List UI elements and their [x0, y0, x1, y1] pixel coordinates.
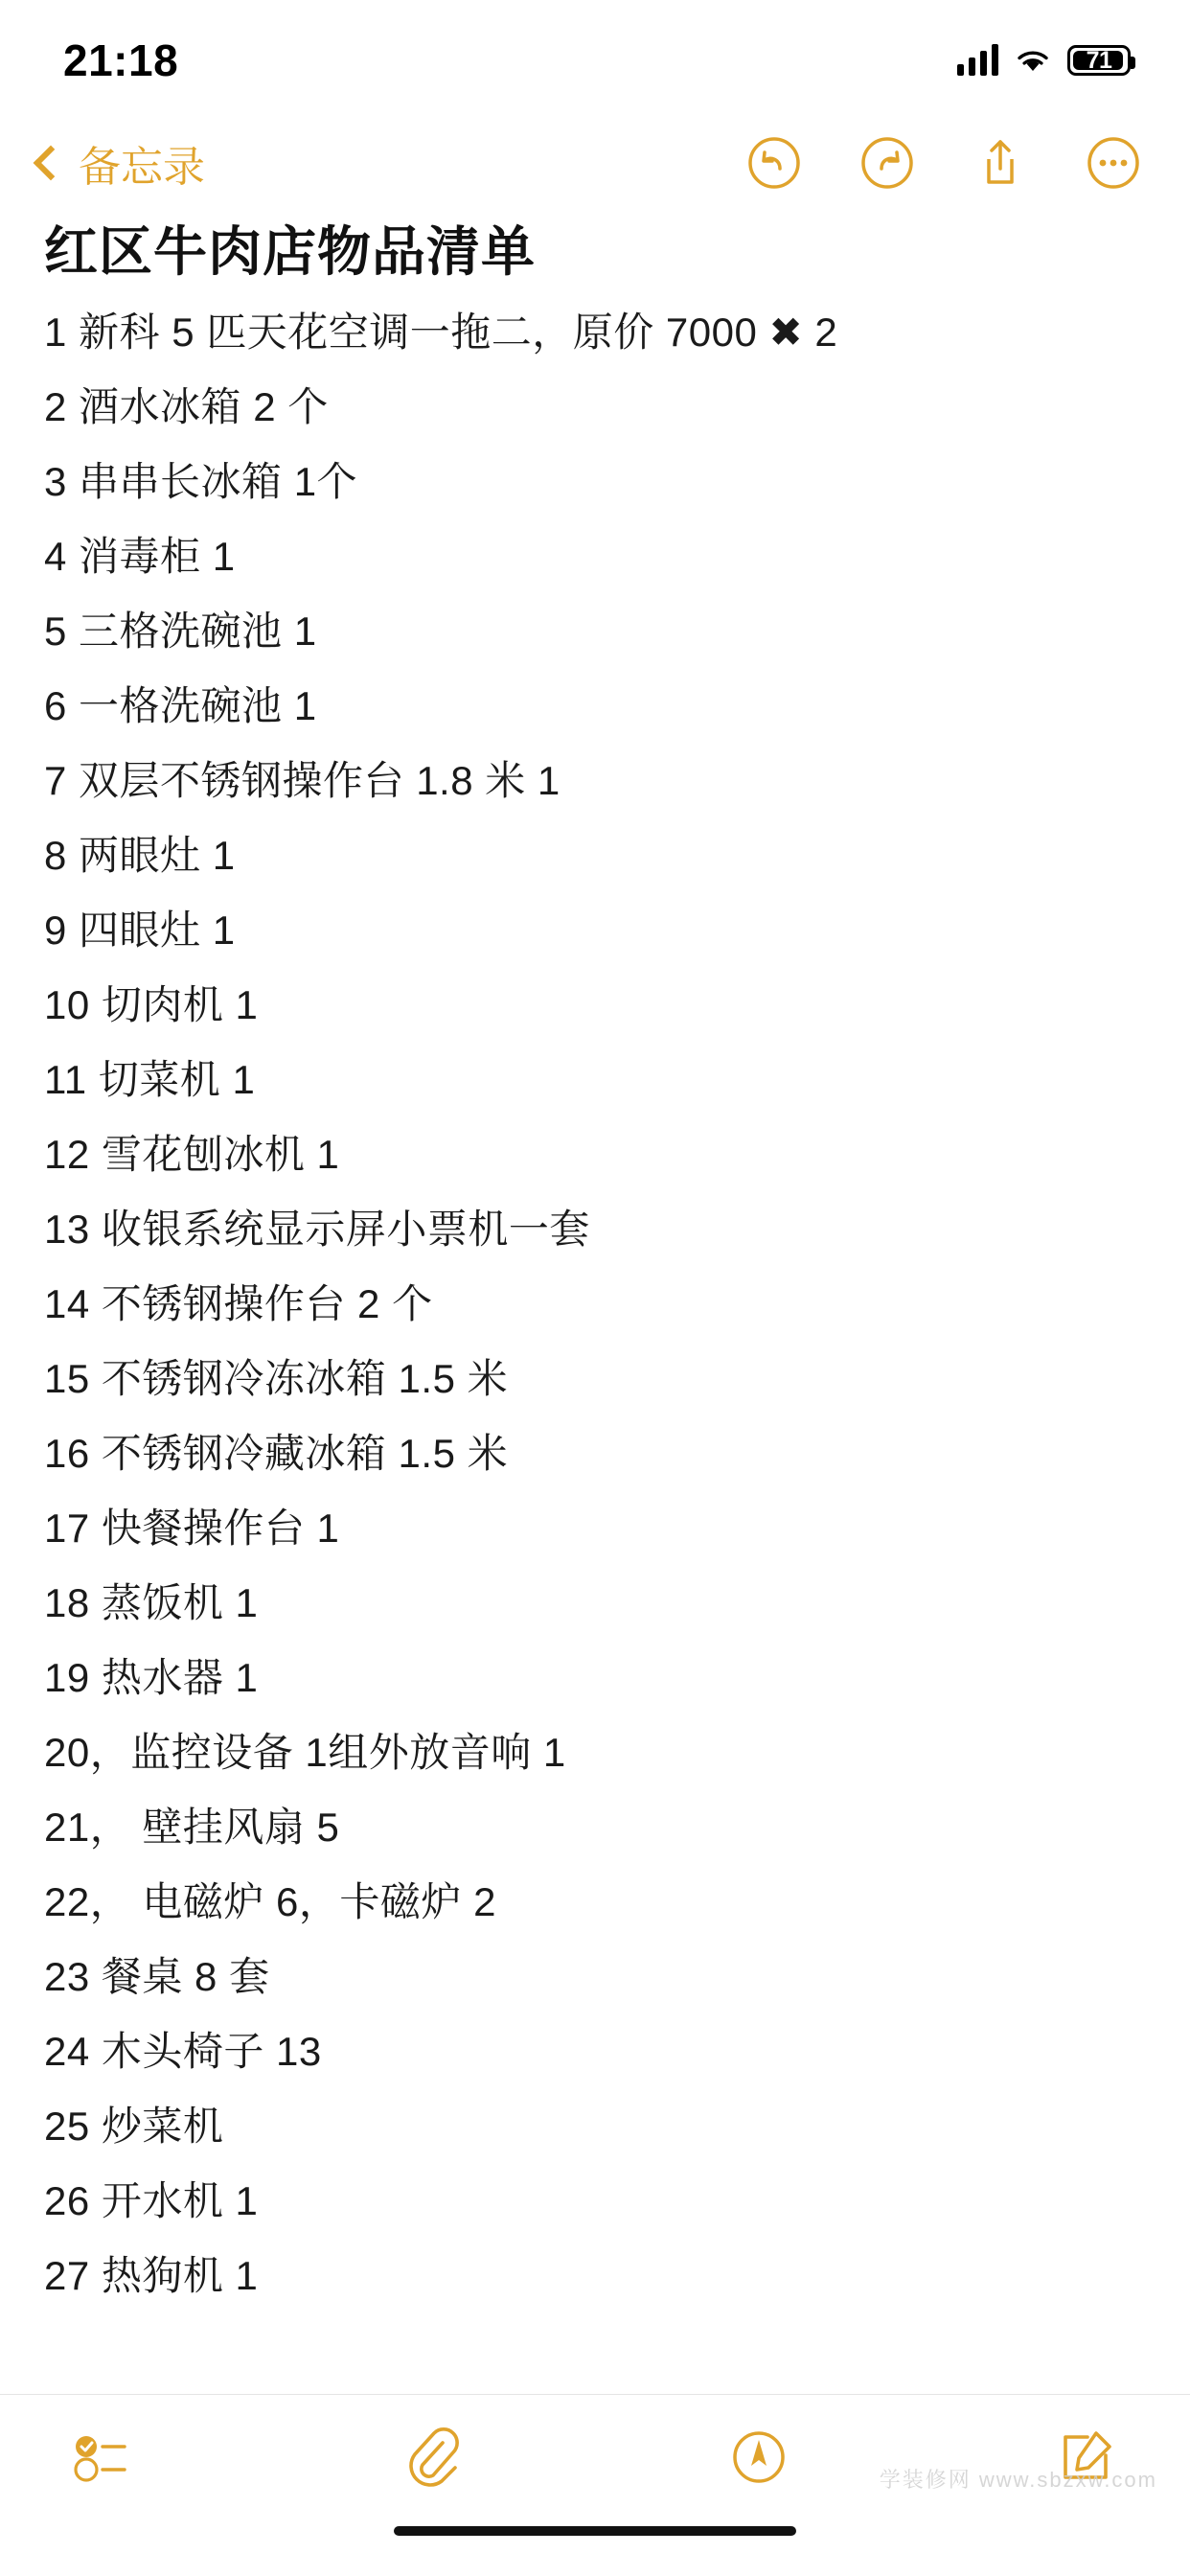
status-time: 21:18 — [63, 35, 179, 85]
note-line: 26 开水机 1 — [44, 2178, 259, 2223]
back-button[interactable] — [29, 132, 205, 194]
home-indicator[interactable] — [394, 2526, 796, 2536]
note-line: 15 不锈钢冷冻冰箱 1.5 米 — [44, 1356, 509, 1401]
note-line: 2 酒水冰箱 2 个 — [44, 384, 329, 429]
note-line: 12 雪花刨冰机 1 — [44, 1132, 340, 1177]
home-indicator-area — [0, 2518, 1190, 2576]
note-line: 6 一格洗碗池 1 — [44, 683, 317, 728]
back-button-label: 备忘录 — [79, 144, 205, 191]
status-indicators — [957, 39, 1131, 76]
note-line: 8 两眼灶 1 — [44, 833, 236, 878]
more-circle-icon[interactable] — [1087, 136, 1140, 190]
note-line: 16 不锈钢冷藏冰箱 1.5 米 — [44, 1431, 509, 1476]
share-icon[interactable] — [973, 136, 1027, 190]
note-line: 18 蒸饭机 1 — [44, 1580, 259, 1625]
battery-icon — [1067, 45, 1131, 76]
cellular-bars-icon — [957, 45, 998, 76]
status-bar — [0, 0, 1190, 115]
note-line: 25 炒菜机 — [44, 2104, 224, 2149]
battery-level: 71 — [1086, 46, 1112, 74]
watermark: 学装修网 www.sbzxw.com — [879, 2468, 1157, 2492]
note-line: 3 串串长冰箱 1个 — [44, 459, 358, 504]
note-line: 20，监控设备 1组外放音响 1 — [44, 1730, 566, 1775]
markup-pen-icon[interactable] — [725, 2424, 792, 2491]
bottom-toolbar — [0, 2394, 1190, 2518]
note-line: 14 不锈钢操作台 2 个 — [44, 1281, 433, 1326]
redo-icon[interactable] — [860, 136, 914, 190]
paperclip-icon[interactable] — [398, 2424, 465, 2491]
note-line: 4 消毒柜 1 — [44, 534, 236, 579]
note-line: 7 双层不锈钢操作台 1.8 米 1 — [44, 758, 561, 803]
wifi-icon — [1014, 45, 1052, 76]
checklist-icon[interactable] — [71, 2424, 138, 2491]
note-body[interactable] — [0, 211, 1190, 2394]
note-line: 22， 电磁炉 6，卡磁炉 2 — [44, 1879, 496, 1924]
note-line: 21， 壁挂风扇 5 — [44, 1805, 340, 1850]
note-line: 10 切肉机 1 — [44, 982, 259, 1027]
chevron-left-icon — [34, 146, 69, 181]
note-line: 24 木头椅子 13 — [44, 2029, 322, 2074]
nav-actions — [747, 136, 1140, 190]
note-line: 9 四眼灶 1 — [44, 908, 236, 953]
note-line: 1 新科 5 匹天花空调一拖二，原价 7000 ✖ 2 — [44, 310, 838, 355]
note-line-list — [44, 295, 1152, 2313]
note-line: 17 快餐操作台 1 — [44, 1506, 340, 1551]
navigation-bar — [0, 115, 1190, 211]
note-line: 19 热水器 1 — [44, 1655, 259, 1700]
note-line: 13 收银系统显示屏小票机一套 — [44, 1207, 590, 1252]
note-line: 23 餐桌 8 套 — [44, 1954, 270, 1999]
note-line: 11 切菜机 1 — [44, 1057, 256, 1102]
undo-icon[interactable] — [747, 136, 801, 190]
note-title: 红区牛肉店物品清单 — [44, 221, 536, 282]
note-line: 5 三格洗碗池 1 — [44, 609, 317, 654]
note-line: 27 热狗机 1 — [44, 2253, 259, 2298]
